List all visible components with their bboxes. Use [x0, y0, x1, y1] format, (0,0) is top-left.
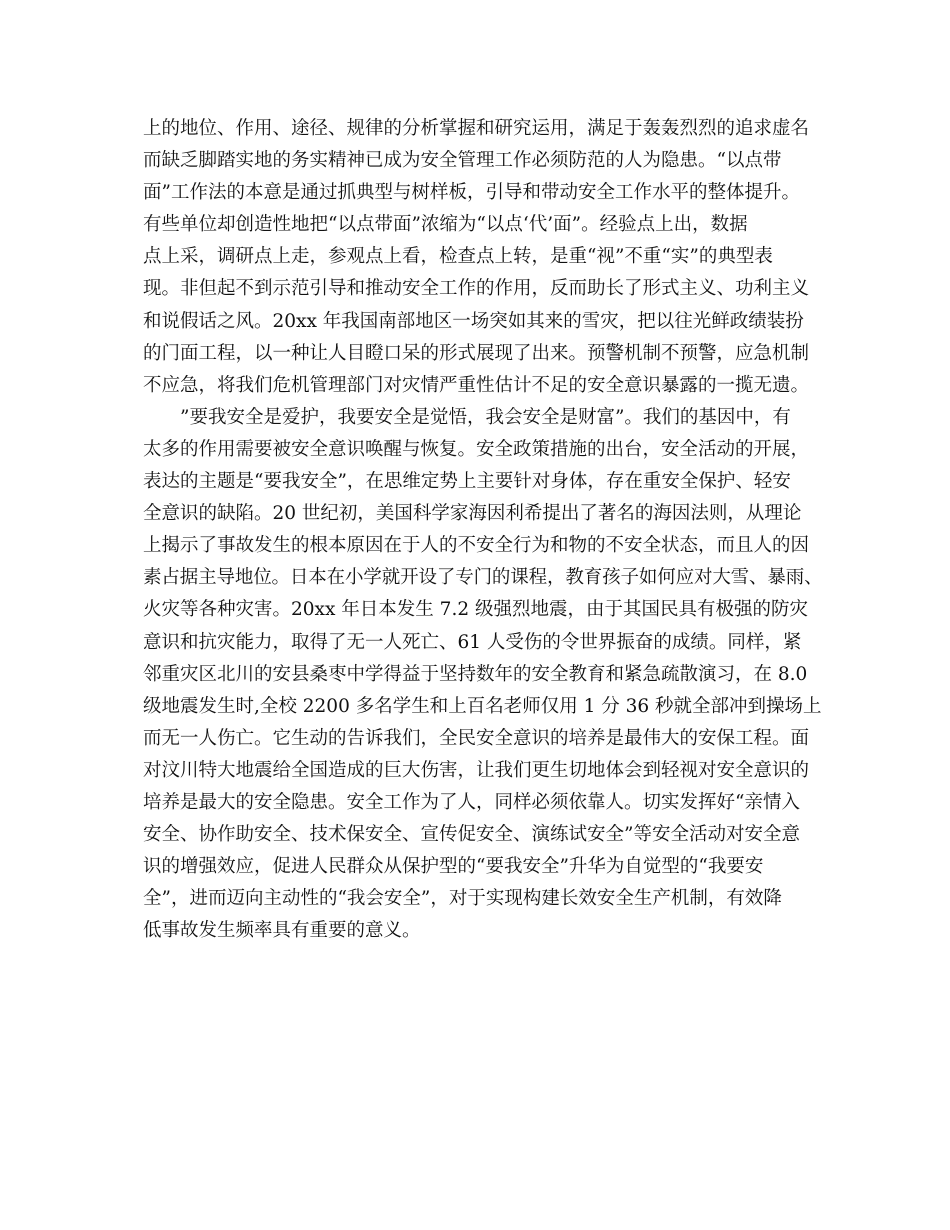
text-line: 意识和抗灾能力，取得了无一人死亡、61 人受伤的令世界振奋的成绩。同样，紧 [143, 631, 802, 653]
text-line: 有些单位却创造性地把“以点带面”浓缩为“以点‘代’面”。经验点上出，数据 [143, 214, 748, 236]
text-line: 素占据主导地位。日本在小学就开设了专门的课程，教育孩子如何应对大雪、暴雨、 [143, 567, 823, 589]
text-line: 的门面工程，以一种让人目瞪口呆的形式展现了出来。预警机制不预警，应急机制 [143, 342, 810, 364]
text-line: 识的增强效应，促进人民群众从保护型的“要我安全”升华为自觉型的“我要安 [143, 856, 764, 878]
body-text [143, 113, 823, 947]
text-line: 而无一人伤亡。它生动的告诉我们，全民安全意识的培养是最伟大的安保工程。面 [143, 727, 810, 749]
text-line: 而缺乏脚踏实地的务实精神已成为安全管理工作必须防范的人为隐患。“以点带 [143, 150, 782, 172]
text-line: 上揭示了事故发生的根本原因在于人的不安全行为和物的不安全状态，而且人的因 [143, 535, 810, 557]
text-line: 对汶川特大地震给全国造成的巨大伤害，让我们更生切地体会到轻视对安全意识的 [143, 759, 810, 781]
text-line: 表达的主题是“要我安全”，在思维定势上主要针对身体，存在重安全保护、轻安 [143, 471, 791, 493]
text-line: 安全、协作助安全、技术保安全、宣传促安全、演练试安全”等安全活动对安全意 [143, 824, 800, 846]
text-line: 现。非但起不到示范引导和推动安全工作的作用，反而助长了形式主义、功利主义 [143, 278, 810, 300]
text-line: 邻重灾区北川的安县桑枣中学得益于坚持数年的安全教育和紧急疏散演习，在 8.0 [143, 663, 808, 685]
text-line: 火灾等各种灾害。20xx 年日本发生 7.2 级强烈地震，由于其国民具有极强的防灾 [143, 599, 808, 621]
text-line: 级地震发生时,全校 2200 多名学生和上百名老师仅用 1 分 36 秒就全部冲到操场上 [143, 695, 822, 717]
text-line: 全”，进而迈向主动性的“我会安全”，对于实现构建长效安全生产机制，有效降 [143, 888, 782, 910]
text-line: 全意识的缺陷。20 世纪初，美国科学家海因利希提出了著名的海因法则，从理论 [143, 503, 802, 525]
text-line: 培养是最大的安全隐患。安全工作为了人，同样必须依靠人。切实发挥好“亲情入 [143, 791, 800, 813]
text-line: ”要我安全是爱护，我要安全是觉悟，我会安全是财富”。我们的基因中，有 [143, 406, 791, 428]
text-line: 上的地位、作用、途径、规律的分析掌握和研究运用，满足于轰轰烈烈的追求虚名 [143, 118, 810, 139]
text-line: 点上采，调研点上走，参观点上看，检查点上转，是重“视”不重“实”的典型表 [143, 246, 773, 268]
text-line: 太多的作用需要被安全意识唤醒与恢复。安全政策措施的出台，安全活动的开展， [143, 438, 810, 460]
text-line: 不应急，将我们危机管理部门对灾情严重性估计不足的安全意识暴露的一揽无遗。 [143, 374, 810, 396]
text-line: 低事故发生频率具有重要的意义。 [143, 920, 421, 942]
text-line: 和说假话之风。20xx 年我国南部地区一场突如其来的雪灾，把以往光鲜政绩装扮 [143, 310, 804, 332]
text-line: 面”工作法的本意是通过抓典型与树样板，引导和带动安全工作水平的整体提升。 [143, 182, 800, 204]
